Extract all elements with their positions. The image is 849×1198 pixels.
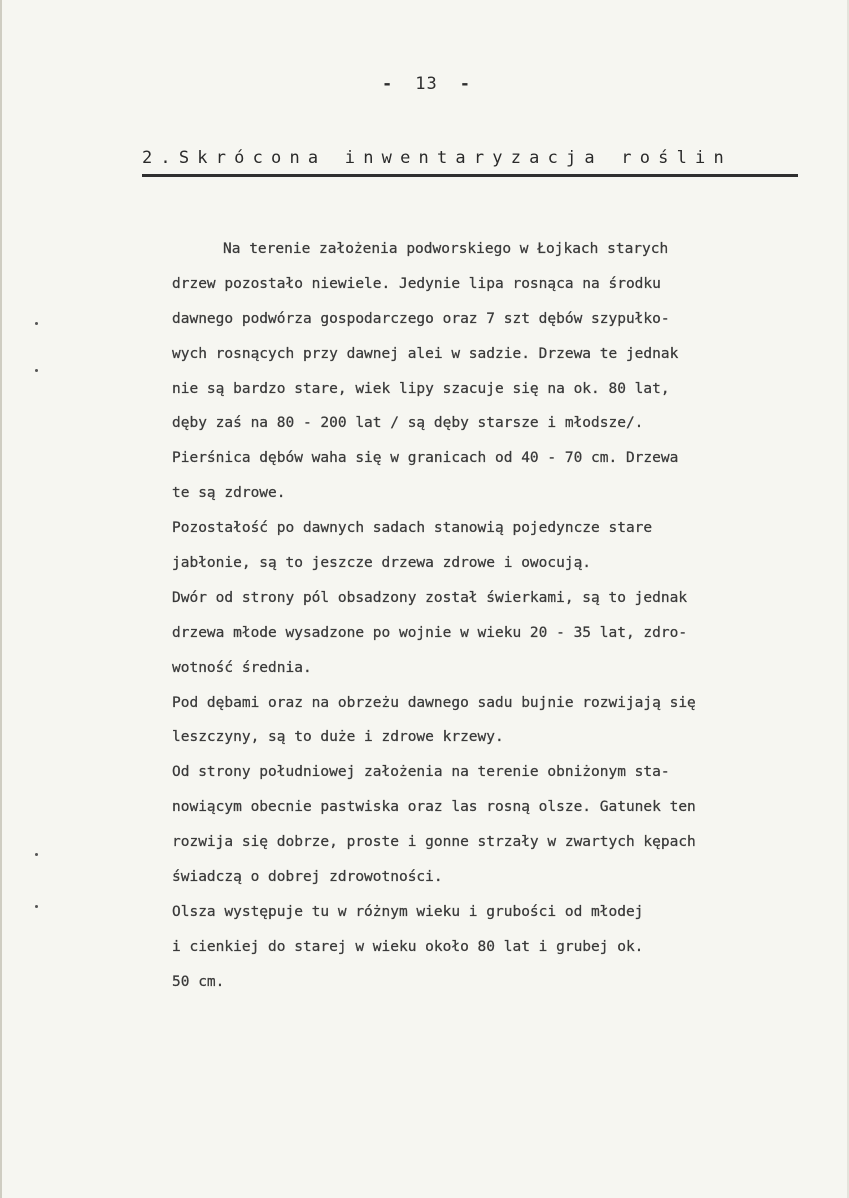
text-line: Dwór od strony pól obsadzony został świerkami, są to jednak <box>172 589 688 606</box>
text-line: drzewa młode wysadzone po wojnie w wieku 20 - 35 lat, zdro- <box>172 624 688 641</box>
section-heading: 2.Skrócona inwentaryzacja roślin <box>142 148 732 168</box>
text-line: nie są bardzo stare, wiek lipy szacuje się na ok. 80 lat, <box>172 380 670 397</box>
body-text <box>172 232 812 1000</box>
margin-speck <box>35 322 38 325</box>
page-number-dash-left: - <box>382 74 394 94</box>
text-line: wych rosnących przy dawnej alei w sadzie. Drzewa te jednak <box>172 345 679 362</box>
text-line: świadczą o dobrej zdrowotności. <box>172 869 443 886</box>
text-line: wotność średnia. <box>172 659 312 676</box>
page-number-dash-right: - <box>459 74 471 94</box>
text-line: Od strony południowej założenia na terenie obniżonym sta- <box>172 764 670 781</box>
text-line: leszczyny, są to duże i zdrowe krzewy. <box>172 729 504 746</box>
text-line: nowiącym obecnie pastwiska oraz las rosną olsze. Gatunek ten <box>172 799 696 816</box>
text-line: Na terenie założenia podworskiego w Łojkach starych <box>223 241 669 257</box>
text-line: drzew pozostało niewiele. Jedynie lipa rosnąca na środku <box>172 275 661 292</box>
text-line: jabłonie, są to jeszcze drzewa zdrowe i owocują. <box>172 555 592 572</box>
text-line: te są zdrowe. <box>172 485 286 502</box>
margin-speck <box>35 853 38 856</box>
text-line: 50 cm. <box>172 973 225 990</box>
margin-speck <box>35 369 38 372</box>
section-heading-block <box>142 148 800 177</box>
text-line: Pod dębami oraz na obrzeżu dawnego sadu bujnie rozwijają się <box>172 694 696 711</box>
page-number: 13 <box>415 74 438 94</box>
text-line: rozwija się dobrze, proste i gonne strzały w zwartych kępach <box>172 834 696 851</box>
text-line: i cienkiej do starej w wieku około 80 lat i grubej ok. <box>172 938 644 955</box>
text-line: dęby zaś na 80 - 200 lat / są dęby starsze i młodsze/. <box>172 415 644 432</box>
text-line: dawnego podwórza gospodarczego oraz 7 szt dębów szypułko- <box>172 310 670 327</box>
text-line: Pozostałość po dawnych sadach stanowią pojedyncze stare <box>172 520 653 537</box>
page-number-line <box>2 74 849 94</box>
margin-speck <box>35 905 38 908</box>
text-line: Pierśnica dębów waha się w granicach od 40 - 70 cm. Drzewa <box>172 450 679 467</box>
heading-underline <box>142 174 798 177</box>
text-line: Olsza występuje tu w różnym wieku i grubości od młodej <box>172 903 644 920</box>
